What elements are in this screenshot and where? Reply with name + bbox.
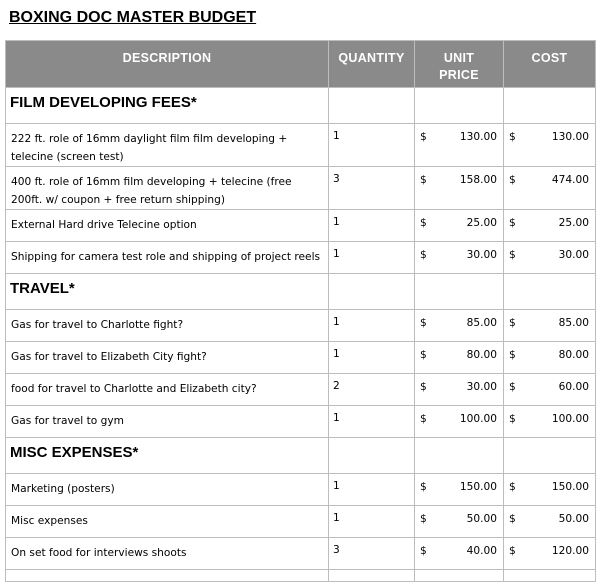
item-quantity[interactable]: 2	[329, 374, 415, 406]
item-cost[interactable]	[504, 167, 596, 210]
unit-price-value: 158.00	[459, 174, 497, 186]
header-row	[6, 41, 596, 88]
item-unit-price[interactable]	[415, 406, 504, 438]
table-row	[6, 310, 596, 342]
table-row	[6, 570, 596, 582]
column-header-unit-price	[415, 41, 504, 88]
table-row	[6, 124, 596, 167]
cost-value: 60.00	[558, 381, 589, 393]
unit-price-value: 150.00	[459, 481, 497, 493]
currency-symbol: $	[509, 381, 516, 393]
item-description[interactable]: External Hard drive Telecine option	[6, 210, 329, 242]
currency-symbol: $	[509, 249, 516, 261]
item-unit-price[interactable]	[415, 342, 504, 374]
item-description[interactable]: 222 ft. role of 16mm daylight film film developing + telecine (screen test)	[6, 124, 329, 167]
currency-symbol: $	[509, 481, 516, 493]
item-unit-price[interactable]	[415, 124, 504, 167]
item-description[interactable]: Misc expenses	[6, 506, 329, 538]
item-cost[interactable]	[504, 506, 596, 538]
column-header-cost: COST	[504, 41, 596, 88]
table-row	[6, 342, 596, 374]
item-quantity[interactable]: 1	[329, 210, 415, 242]
currency-symbol: $	[420, 131, 427, 143]
item-description[interactable]: Marketing (posters)	[6, 474, 329, 506]
unit-price-value: 30.00	[466, 381, 497, 393]
unit-price-value: 40.00	[466, 545, 497, 557]
item-unit-price[interactable]	[415, 506, 504, 538]
item-quantity[interactable]: 1	[329, 124, 415, 167]
item-quantity[interactable]: 1	[329, 310, 415, 342]
section-row	[6, 274, 596, 310]
item-cost[interactable]	[504, 210, 596, 242]
currency-symbol: $	[420, 381, 427, 393]
currency-symbol: $	[420, 413, 427, 425]
unit-price-value: 30.00	[466, 249, 497, 261]
item-cost[interactable]	[504, 342, 596, 374]
column-header-description: DESCRIPTION	[6, 41, 329, 88]
budget-table	[5, 40, 596, 582]
section-row	[6, 88, 596, 124]
section-title: MISC EXPENSES*	[6, 438, 329, 474]
section-title: TRAVEL*	[6, 274, 329, 310]
currency-symbol: $	[509, 174, 516, 186]
table-row	[6, 210, 596, 242]
section-row	[6, 438, 596, 474]
item-quantity[interactable]: 1	[329, 242, 415, 274]
cost-value: 150.00	[551, 481, 589, 493]
currency-symbol: $	[420, 317, 427, 329]
item-unit-price[interactable]	[415, 374, 504, 406]
item-description[interactable]: Shipping for camera test role and shipping of project reels	[6, 242, 329, 274]
item-cost[interactable]	[504, 538, 596, 570]
unit-price-value: 85.00	[466, 317, 497, 329]
currency-symbol: $	[420, 174, 427, 186]
cost-value: 50.00	[558, 513, 589, 525]
currency-symbol: $	[509, 349, 516, 361]
item-quantity[interactable]: 1	[329, 406, 415, 438]
currency-symbol: $	[509, 413, 516, 425]
item-description[interactable]: On set food for interviews shoots	[6, 538, 329, 570]
cost-value: 25.00	[558, 217, 589, 229]
unit-price-label: UNIT PRICE	[439, 51, 479, 82]
unit-price-value: 100.00	[459, 413, 497, 425]
cost-value: 80.00	[558, 349, 589, 361]
unit-price-value: 25.00	[466, 217, 497, 229]
currency-symbol: $	[420, 513, 427, 525]
item-quantity[interactable]: 1	[329, 342, 415, 374]
table-row	[6, 406, 596, 438]
document-title: BOXING DOC MASTER BUDGET	[9, 9, 257, 26]
table-row	[6, 242, 596, 274]
item-description[interactable]: Gas for travel to Elizabeth City fight?	[6, 342, 329, 374]
currency-symbol: $	[509, 131, 516, 143]
currency-symbol: $	[420, 481, 427, 493]
unit-price-value: 130.00	[459, 131, 497, 143]
cost-value: 130.00	[551, 131, 589, 143]
item-unit-price[interactable]	[415, 210, 504, 242]
item-description[interactable]: Gas for travel to Charlotte fight?	[6, 310, 329, 342]
currency-symbol: $	[420, 545, 427, 557]
unit-price-value: 80.00	[466, 349, 497, 361]
cost-value: 100.00	[551, 413, 589, 425]
item-unit-price[interactable]	[415, 167, 504, 210]
item-cost[interactable]	[504, 474, 596, 506]
item-unit-price[interactable]	[415, 310, 504, 342]
item-cost[interactable]	[504, 374, 596, 406]
item-quantity[interactable]: 3	[329, 167, 415, 210]
item-quantity[interactable]: 3	[329, 538, 415, 570]
item-unit-price[interactable]	[415, 474, 504, 506]
currency-symbol: $	[509, 545, 516, 557]
item-cost[interactable]	[504, 406, 596, 438]
cost-value: 120.00	[551, 545, 589, 557]
currency-symbol: $	[509, 317, 516, 329]
item-unit-price[interactable]	[415, 242, 504, 274]
item-description[interactable]: food for travel to Charlotte and Elizabeth city?	[6, 374, 329, 406]
table-row	[6, 474, 596, 506]
column-header-quantity: QUANTITY	[329, 41, 415, 88]
currency-symbol: $	[509, 217, 516, 229]
currency-symbol: $	[420, 249, 427, 261]
currency-symbol: $	[420, 217, 427, 229]
cost-value: 30.00	[558, 249, 589, 261]
item-description[interactable]: Gas for travel to gym	[6, 406, 329, 438]
cost-value: 85.00	[558, 317, 589, 329]
unit-price-value: 50.00	[466, 513, 497, 525]
table-row	[6, 374, 596, 406]
table-row	[6, 538, 596, 570]
table-row	[6, 167, 596, 210]
item-quantity[interactable]: 1	[329, 474, 415, 506]
currency-symbol: $	[509, 513, 516, 525]
item-cost[interactable]	[504, 124, 596, 167]
item-quantity[interactable]: 1	[329, 506, 415, 538]
item-cost[interactable]	[504, 310, 596, 342]
item-cost[interactable]	[504, 242, 596, 274]
currency-symbol: $	[420, 349, 427, 361]
item-unit-price[interactable]	[415, 538, 504, 570]
table-row	[6, 506, 596, 538]
cost-value: 474.00	[551, 174, 589, 186]
section-title: FILM DEVELOPING FEES*	[6, 88, 329, 124]
item-description[interactable]: 400 ft. role of 16mm film developing + telecine (free 200ft. w/ coupon + free return shipping)	[6, 167, 329, 210]
